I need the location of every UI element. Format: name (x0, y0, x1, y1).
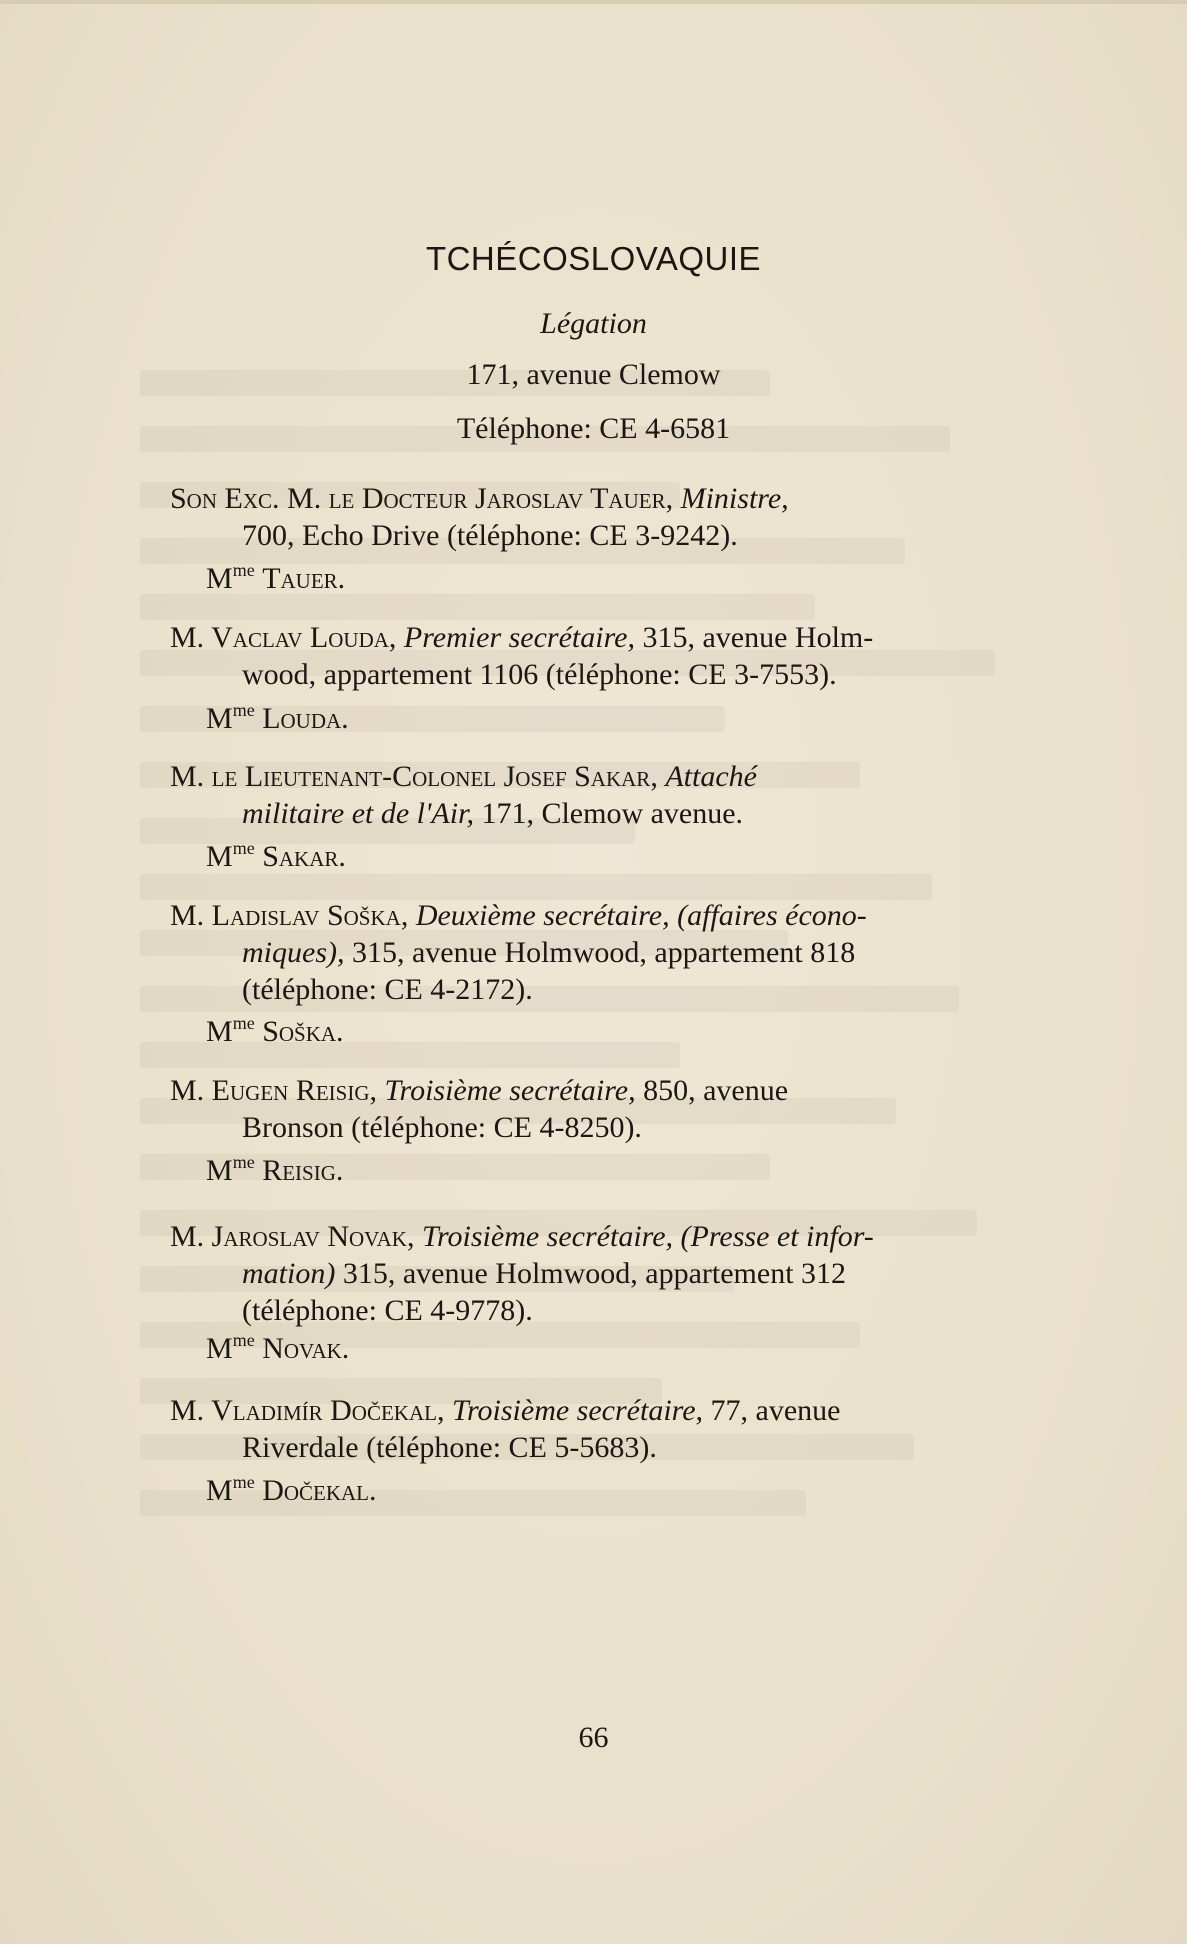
entry-details: Bronson (téléphone: CE 4-8250). (242, 1111, 642, 1144)
entry-title: Premier secrétaire, (403, 621, 635, 654)
legation-phone: Téléphone: CE 4-6581 (456, 412, 731, 445)
entry-title: Troisième secrétaire, (384, 1074, 636, 1107)
entry-phone: (téléphone: CE 4-2172). (242, 973, 533, 1006)
entry-details: militaire et de l'Air, 171, Clemow avenue. (242, 797, 744, 830)
entry-name: M. Vladimír Dočekal, (170, 1394, 445, 1427)
entry-novak (170, 1218, 1080, 1329)
top-rule (0, 0, 1187, 4)
entry-name: M. Vaclav Louda, (170, 621, 397, 654)
entry-phone: (téléphone: CE 4-9778). (242, 1294, 533, 1327)
wife-novak: $M^{me}$ Novak. (206, 1330, 350, 1365)
wife-reisig: $M^{me}$ Reisig. (206, 1152, 344, 1187)
entry-docekal (170, 1392, 1080, 1466)
entry-louda (170, 619, 1080, 693)
entry-line (170, 480, 1080, 517)
wife-sakar: $M^{me}$ Sakar. (206, 838, 346, 873)
entry-line: M. Vladimír Dočekal, Troisième secrétaire, 77, avenue (170, 1394, 841, 1427)
wife-soska: $M^{me}$ Soška. (206, 1013, 344, 1048)
entry-line (170, 897, 1080, 934)
wife-tauer: $M^{me}$ Tauer. (206, 560, 346, 595)
entry-soska (170, 897, 1080, 1008)
entry-line: M. Eugen Reisig, Troisième secrétaire, 850, avenue (170, 1074, 789, 1107)
entry-line (170, 758, 1080, 795)
wife-louda: $M^{me}$ Louda. (206, 700, 349, 735)
entry-title: Attaché (665, 760, 757, 793)
country-heading: TCHÉCOSLOVAQUIE (425, 240, 762, 277)
entry-title: Deuxième secrétaire, (affaires écono- (415, 899, 867, 932)
entry-details: 700, Echo Drive (téléphone: CE 3-9242). (242, 519, 738, 552)
entry-name: M. Jaroslav Novak, (170, 1220, 415, 1253)
entry-details: Riverdale (téléphone: CE 5-5683). (242, 1431, 657, 1464)
entry-title: Troisième secrétaire, (451, 1394, 704, 1427)
wife-docekal: $M^{me}$ Dočekal. (206, 1472, 377, 1507)
entry-title: Ministre, (680, 482, 789, 515)
entry-details: mation) 315, avenue Holmwood, appartement 312 (242, 1257, 847, 1290)
entry-name: Son Exc. M. le Docteur Jaroslav Tauer, (170, 482, 674, 515)
entry-line: M. Vaclav Louda, Premier secrétaire, 315, avenue Holm- (170, 621, 874, 654)
entry-tauer (170, 480, 1080, 554)
entry-name: M. Ladislav Soška, (170, 899, 409, 932)
entry-details: wood, appartement 1106 (téléphone: CE 3-7553). (242, 658, 837, 691)
page-number: 66 (578, 1721, 609, 1754)
entry-title: Troisième secrétaire, (Presse et infor- (421, 1220, 874, 1253)
entry-line (170, 1218, 1080, 1255)
entry-name: M. Eugen Reisig, (170, 1074, 377, 1107)
legation-subheading: Légation (540, 307, 647, 340)
legation-address: 171, avenue Clemow (466, 358, 721, 391)
entry-name: M. le Lieutenant-Colonel Josef Sakar, (170, 760, 658, 793)
entry-reisig (170, 1072, 1080, 1146)
entry-sakar (170, 758, 1080, 832)
entry-details: miques), 315, avenue Holmwood, appartement 818 (242, 936, 856, 969)
